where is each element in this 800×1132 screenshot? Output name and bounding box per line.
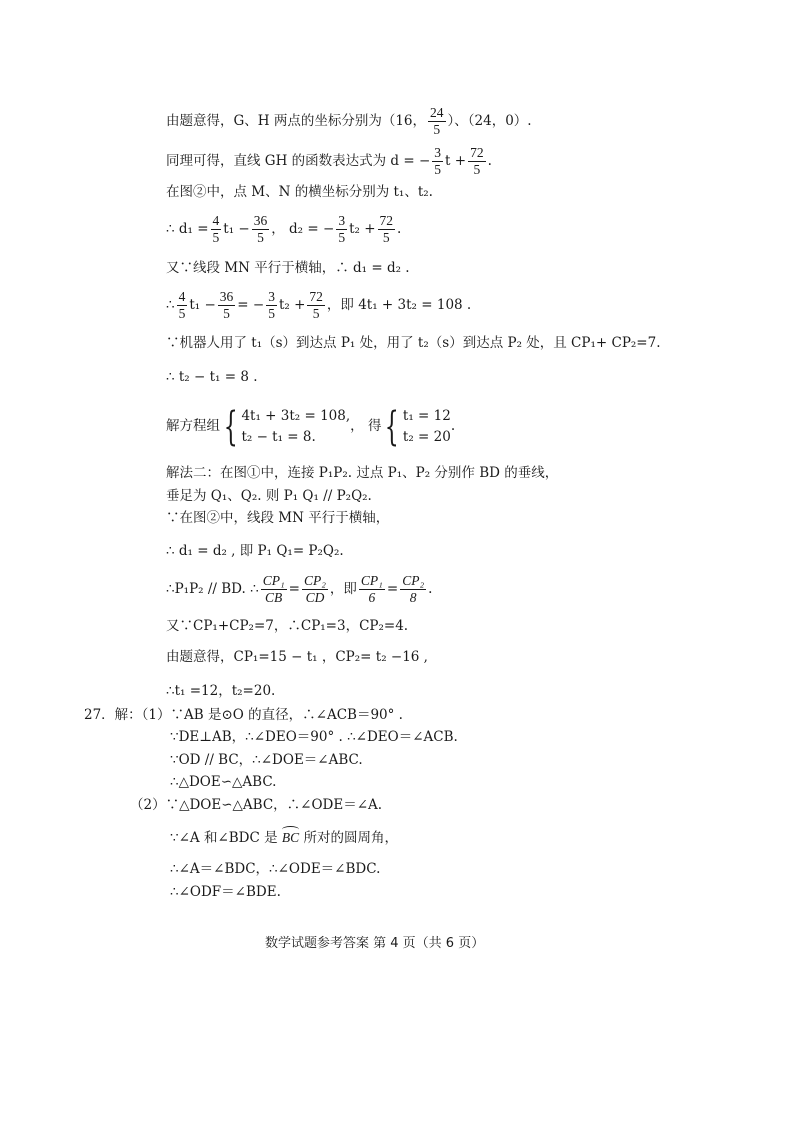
line-6: ∴ $\frac{4}{5}$ t₁ − $\frac{36}{5}$ = − $\frac{3}{5}$ t₂ + $\frac{72}{5}$ ，即 4t₁ + 3t₂ = 108 . [166,289,472,322]
fraction: $\frac{\text{CP₂}}{CD}$ [303,573,326,606]
fraction: $\frac{4}{5}$ [212,213,220,246]
fraction: $\frac{\text{CP₂}}{8}$ [402,573,425,606]
left-brace: { [385,403,400,450]
line-10: 解法二：在图①中，连接 P₁P₂. 过点 P₁、P₂ 分别作 BD 的垂线， [166,465,559,481]
fraction: $\frac{3}{5}$ [338,213,346,246]
left-brace: { [223,403,238,450]
q27-line-6: ∵∠A 和∠BDC 是 BC 所对的圆周角， [170,830,398,846]
line-3: 在图②中，点 M、N 的横坐标分别为 t₁、t₂. [166,184,433,200]
line-15: 又∵CP₁+CP₂=7，∴CP₁=3，CP₂=4. [166,618,409,634]
line-13: ∴ d₁ = d₂ , 即 P₁ Q₁= P₂Q₂. [166,543,344,559]
q27-line-5: （2）∵△DOE∽△ABC，∴∠ODE＝∠A. [130,797,383,813]
fraction: $\frac{36}{5}$ [219,289,234,322]
equation-system: 4t₁ + 3t₂ = 108, t₂ − t₁ = 8. [241,408,351,445]
line-8: ∴ t₂ − t₁ = 8 . [166,369,258,385]
q27-line-3: ∵OD // BC，∴∠DOE＝∠ABC. [170,752,363,768]
fraction: $\frac{36}{5}$ [253,213,268,246]
fraction: $\frac{72}{5}$ [379,213,394,246]
line-4: ∴ d₁ = $\frac{4}{5}$ t₁ − $\frac{36}{5}$ ， d₂ = − $\frac{3}{5}$ t₂ + $\frac{72}{5}$ . [166,213,402,246]
line-17: ∴t₁ =12，t₂=20. [166,683,276,699]
fraction: $\frac{4}{5}$ [178,289,186,322]
line-14: ∴P₁P₂ // BD. ∴ $\frac{\text{CP₁}}{CB}$ = $\frac{\text{CP₂}}{CD}$ ，即 $\frac{\text{CP₁}}{6}$ = $\frac{\text{CP₂}}{8}$ . [166,573,433,606]
fraction: $\frac{\text{CP₁}}{CB}$ [262,573,285,606]
line-7: ∵机器人用了 t₁（s）到达点 P₁ 处，用了 t₂（s）到达点 P₂ 处，且 CP₁+ CP₂=7. [166,335,661,351]
fraction: $\frac{72}{5}$ [309,289,323,322]
line-1: 由题意得，G、H 两点的坐标分别为（16， $\frac{24}{5}$ ）、（24，0）. [166,105,532,138]
line-16: 由题意得，CP₁=15 − t₁ ，CP₂= t₂ −16 , [166,649,428,665]
q27-line-8: ∴∠ODF＝∠BDE. [170,884,281,900]
page-footer: 数学试题参考答案 第 4 页（共 6 页） [265,936,485,951]
line-11: 垂足为 Q₁、Q₂. 则 P₁ Q₁ // P₂Q₂. [166,488,372,504]
solution-system: t₁ = 12 t₂ = 20 [402,408,451,445]
q27-head: 27．解：（1）∵AB 是⊙O 的直径，∴∠ACB＝90° . [84,707,403,723]
fraction: $\frac{24}{5}$ [430,105,444,138]
fraction: $\frac{3}{5}$ [434,145,442,178]
fraction: $\frac{72}{5}$ [470,145,484,178]
line-2: 同理可得，直线 GH 的函数表达式为 d = − $\frac{3}{5}$ t + $\frac{72}{5}$ . [166,145,492,178]
fraction: $\frac{3}{5}$ [268,289,275,322]
q27-line-2: ∵DE⊥AB，∴∠DEO＝90° . ∴∠DEO＝∠ACB. [170,729,458,745]
line-9-equation-system: 解方程组{ 4t₁ + 3t₂ = 108, t₂ − t₁ = 8. ， 得{ t₁ = 12 t₂ = 20 . [166,403,456,450]
q27-line-7: ∴∠A＝∠BDC，∴∠ODE＝∠BDC. [170,861,381,877]
line-5: 又∵线段 MN 平行于横轴，∴ d₁ = d₂ . [166,260,410,276]
fraction: $\frac{\text{CP₁}}{6}$ [360,573,383,606]
arc-bc: BC [281,830,300,845]
line-12: ∵在图②中，线段 MN 平行于横轴， [166,510,390,526]
q27-line-4: ∴△DOE∽△ABC. [170,774,277,790]
